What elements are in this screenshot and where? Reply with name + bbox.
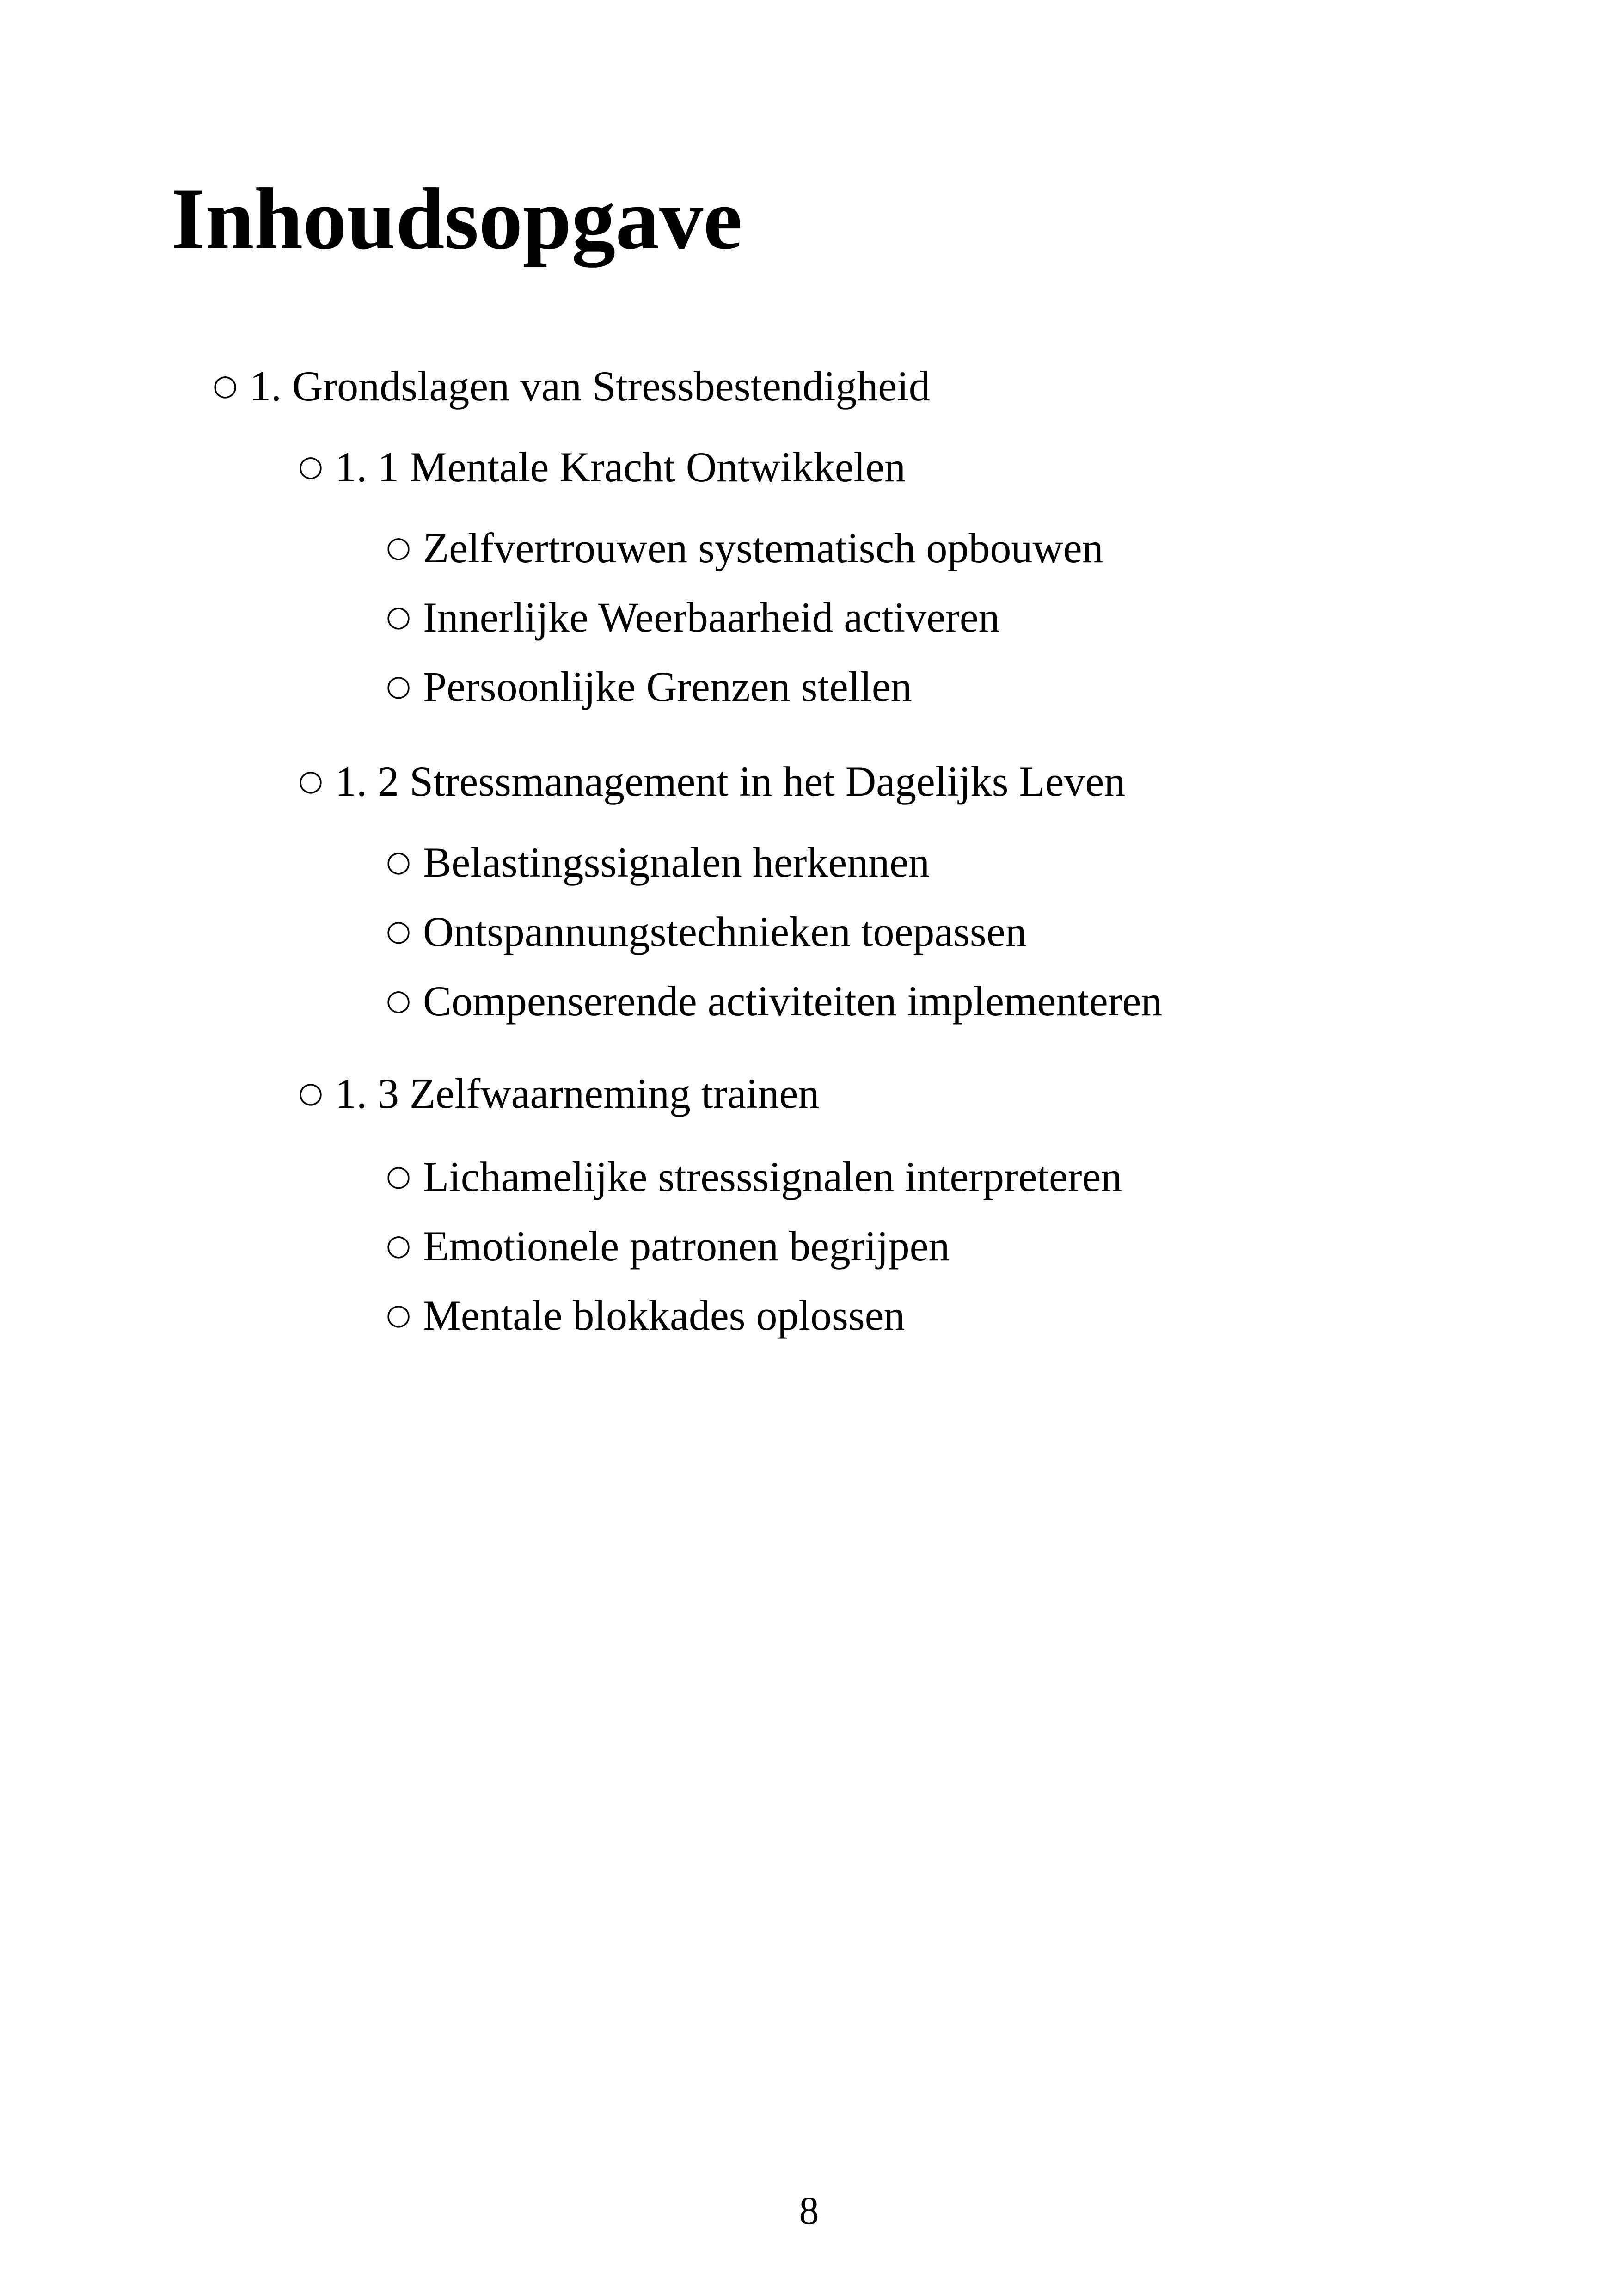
bullet-icon: ○ bbox=[386, 1159, 411, 1192]
toc-section-1-2 bbox=[298, 756, 1125, 807]
toc-item bbox=[386, 522, 1103, 573]
toc-entry-label: Zelfvertrouwen systematisch opbouwen bbox=[423, 524, 1103, 571]
toc-item bbox=[386, 1151, 1122, 1202]
toc-item bbox=[386, 1221, 950, 1271]
bullet-icon: ○ bbox=[298, 1075, 324, 1109]
toc-entry-label: Ontspannungstechnieken toepassen bbox=[423, 908, 1027, 955]
bullet-icon: ○ bbox=[386, 599, 411, 633]
toc-entry-label: 1. 3 Zelfwaarneming trainen bbox=[335, 1070, 820, 1117]
toc-entry-label: Belastingssignalen herkennen bbox=[423, 839, 930, 886]
toc-entry-label: Innerlijke Weerbaarheid activeren bbox=[423, 594, 1000, 641]
bullet-icon: ○ bbox=[386, 983, 411, 1017]
bullet-icon: ○ bbox=[386, 914, 411, 947]
toc-item bbox=[386, 976, 1162, 1026]
toc-item bbox=[386, 592, 1000, 643]
bullet-icon: ○ bbox=[213, 368, 238, 402]
toc-entry-label: Emotionele patronen begrijpen bbox=[423, 1222, 950, 1270]
toc-section-1-1 bbox=[298, 442, 906, 492]
toc-item bbox=[386, 837, 930, 888]
bullet-icon: ○ bbox=[298, 763, 324, 797]
toc-entry-label: Lichamelijke stresssignalen interpreteren bbox=[423, 1153, 1122, 1200]
toc-section-1-3 bbox=[298, 1068, 819, 1119]
toc-entry-label: 1. Grondslagen van Stressbestendigheid bbox=[250, 362, 930, 410]
bullet-icon: ○ bbox=[386, 669, 411, 702]
bullet-icon: ○ bbox=[386, 844, 411, 878]
toc-entry-label: 1. 1 Mentale Kracht Ontwikkelen bbox=[335, 443, 906, 491]
page-number: 8 bbox=[799, 2188, 819, 2233]
toc-entry-label: Persoonlijke Grenzen stellen bbox=[423, 663, 912, 710]
toc-entry-label: Mentale blokkades oplossen bbox=[423, 1292, 905, 1339]
page-title: Inhoudsopgave bbox=[171, 171, 742, 268]
toc-item bbox=[386, 661, 912, 712]
toc-item bbox=[386, 1290, 905, 1341]
bullet-icon: ○ bbox=[298, 449, 324, 483]
bullet-icon: ○ bbox=[386, 1228, 411, 1262]
bullet-icon: ○ bbox=[386, 1297, 411, 1331]
toc-chapter-1 bbox=[213, 361, 930, 411]
toc-entry-label: 1. 2 Stressmanagement in het Dagelijks Leven bbox=[335, 758, 1126, 805]
bullet-icon: ○ bbox=[386, 530, 411, 564]
toc-entry-label: Compenserende activiteiten implementeren bbox=[423, 977, 1163, 1025]
toc-item bbox=[386, 906, 1027, 957]
